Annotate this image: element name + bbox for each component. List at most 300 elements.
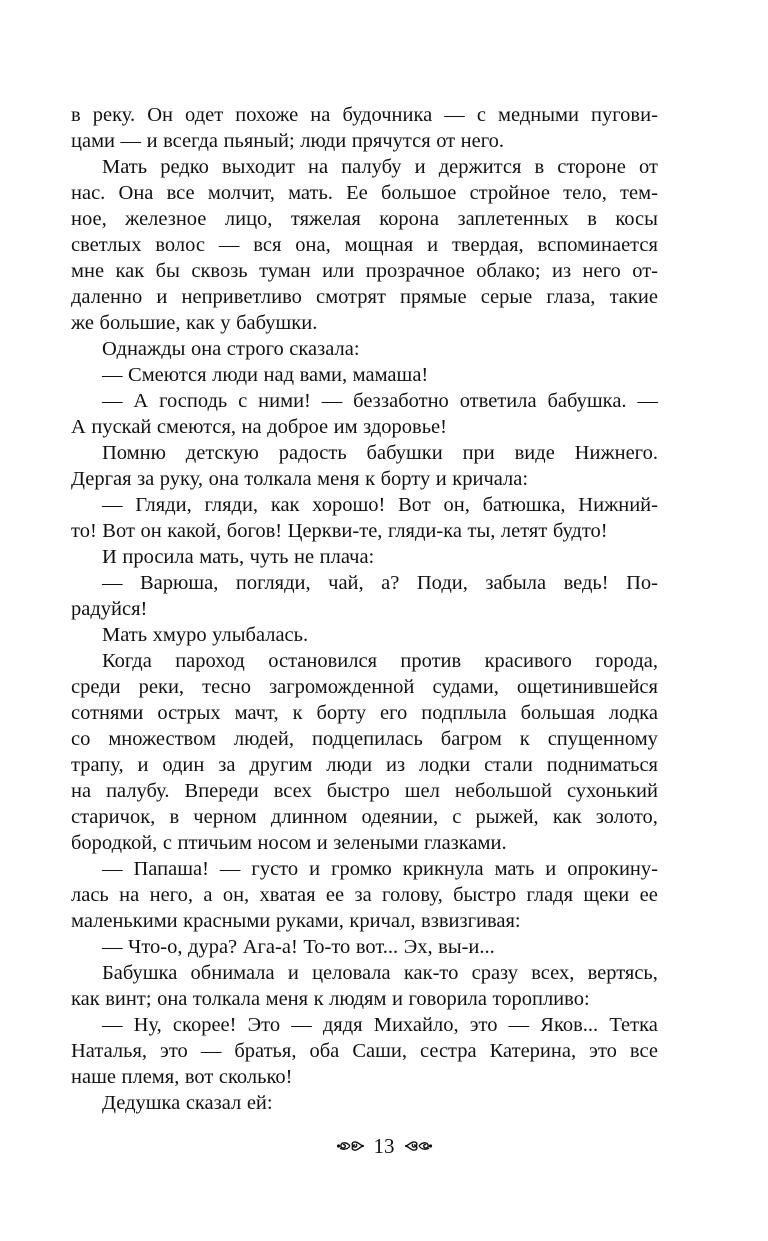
word: пугови-: [591, 104, 658, 126]
word: в: [71, 104, 81, 126]
word: густо: [251, 858, 299, 880]
word: бабушки: [366, 442, 443, 464]
text-line: [71, 232, 658, 258]
word: мне: [71, 260, 105, 282]
word: тесно: [202, 676, 252, 698]
text-line: [71, 154, 658, 180]
word: племя,: [121, 1066, 180, 1088]
text-line: [71, 752, 658, 778]
page-folio: [0, 1133, 768, 1159]
text-line: [71, 622, 658, 648]
word: со: [71, 728, 91, 750]
word: сухонький: [566, 780, 658, 802]
text-line: [71, 1090, 658, 1116]
word: богов!: [226, 520, 283, 542]
word: за: [354, 884, 372, 906]
word: А: [133, 390, 149, 412]
word: вот: [184, 1066, 214, 1088]
word: Впереди: [184, 780, 259, 802]
word: палубу.: [106, 780, 170, 802]
word: ты,: [467, 520, 496, 542]
text-line: [71, 596, 658, 622]
word: винт;: [105, 988, 152, 1010]
word: Он: [147, 104, 173, 126]
word: ее: [639, 884, 658, 906]
word: Мать: [102, 156, 148, 178]
word: кричал,: [349, 910, 416, 932]
word: подниматься: [546, 754, 658, 776]
word: дура?: [188, 936, 238, 958]
word: руку,: [159, 468, 204, 490]
word: Дергая: [71, 468, 132, 490]
word: зелеными: [333, 832, 419, 854]
word: мощная: [344, 234, 414, 256]
word: забыла: [485, 572, 547, 594]
word: летят: [500, 520, 548, 542]
text-line: [71, 362, 658, 388]
word: прячутся: [351, 130, 431, 152]
word: Мать: [102, 624, 148, 646]
word: облако;: [476, 260, 541, 282]
word: доброе: [267, 416, 329, 438]
word: трапу,: [71, 754, 124, 776]
word: —: [102, 572, 123, 594]
word: крикнула: [402, 858, 484, 880]
word: с: [476, 104, 486, 126]
word: маленькими: [71, 910, 178, 932]
word: тяжелая: [290, 208, 361, 230]
word: это: [160, 1040, 188, 1062]
word: мачт,: [234, 702, 279, 724]
word: смотрят: [316, 286, 386, 308]
word: Тетка: [609, 1014, 658, 1036]
word: Наталья,: [71, 1040, 147, 1062]
text-line: [71, 570, 658, 596]
word: Катерина,: [489, 1040, 577, 1062]
word: —: [102, 494, 123, 516]
word: —: [102, 1014, 123, 1036]
word: острых: [157, 702, 221, 724]
word: Нижний-: [578, 494, 658, 516]
word: Саши,: [352, 1040, 407, 1062]
word: мать,: [199, 546, 245, 568]
body-text: [71, 102, 658, 1116]
word: руками,: [275, 910, 344, 932]
word: По-: [626, 572, 658, 594]
word: судами,: [432, 676, 499, 698]
word: глаза,: [546, 286, 596, 308]
word: как: [115, 260, 145, 282]
word: всегда: [163, 130, 219, 152]
word: сразу: [471, 962, 518, 984]
word: из: [385, 754, 406, 776]
word: ответила: [459, 390, 537, 412]
word: старичок,: [71, 806, 156, 828]
text-line: [71, 180, 658, 206]
word: детскую: [185, 442, 259, 464]
word: толкала: [244, 468, 312, 490]
word: волос: [155, 234, 205, 256]
text-line: [71, 336, 658, 362]
word: строго: [226, 338, 284, 360]
word: тем-: [620, 182, 658, 204]
word: железное: [125, 208, 207, 230]
word: загроможденной: [269, 676, 415, 698]
word: хватая: [259, 884, 316, 906]
word: —: [508, 1014, 530, 1036]
word: глазками.: [423, 832, 507, 854]
word: она,: [295, 234, 331, 256]
word: ей:: [246, 1092, 273, 1114]
word: хмуро: [152, 624, 207, 646]
word: пускай: [91, 416, 152, 438]
word: —: [637, 390, 658, 412]
word: как-то: [403, 962, 459, 984]
word: среди: [71, 676, 121, 698]
word: виде: [514, 442, 555, 464]
word: нас.: [71, 182, 106, 204]
word: вспоминается: [537, 234, 658, 256]
word: на: [119, 884, 140, 906]
word: люди: [300, 130, 347, 152]
word: большая: [520, 702, 595, 724]
text-line: [71, 1064, 658, 1090]
word: светлых: [71, 234, 142, 256]
word: все: [629, 1040, 658, 1062]
text-line: [71, 128, 658, 154]
word: какой,: [167, 520, 222, 542]
word: щеки: [583, 884, 630, 906]
word: остановился: [268, 650, 377, 672]
word: к: [292, 702, 303, 724]
word: вся: [253, 234, 282, 256]
word: рыжей,: [475, 806, 539, 828]
word: к: [313, 988, 324, 1010]
word: туман: [259, 260, 311, 282]
word: косы: [615, 208, 658, 230]
text-line: [71, 830, 658, 856]
text-line: [71, 414, 658, 440]
word: говорила: [408, 988, 488, 1010]
word: и: [392, 988, 403, 1010]
word: улыбалась.: [212, 624, 309, 646]
word: большие,: [99, 312, 181, 334]
word: его: [380, 702, 408, 724]
word: красными: [183, 910, 271, 932]
word: будто!: [552, 520, 608, 542]
word: носом: [257, 832, 312, 854]
word: Церкви-те,: [287, 520, 383, 542]
word: —: [102, 390, 123, 412]
word: Однажды: [102, 338, 186, 360]
word: как: [186, 312, 215, 334]
word: подплыла: [421, 702, 507, 724]
word: господь: [159, 390, 228, 412]
text-line: [71, 466, 658, 492]
word: гляди-ка: [387, 520, 462, 542]
word: здоровье!: [363, 416, 447, 438]
word: другим: [249, 754, 313, 776]
word: черном: [193, 806, 257, 828]
word: мать: [494, 858, 535, 880]
word: целовала: [312, 962, 391, 984]
word: Смеются: [128, 364, 207, 386]
word: и: [309, 858, 321, 880]
word: ее: [325, 884, 345, 906]
word: борту: [380, 468, 431, 490]
word: Папаша!: [133, 858, 209, 880]
word: держится: [438, 156, 522, 178]
word: лодки: [418, 754, 471, 776]
word: мамаша!: [352, 364, 429, 386]
text-line: [71, 1012, 658, 1038]
text-line: [71, 310, 658, 336]
word: подцепилась: [311, 728, 423, 750]
word: стороне: [557, 156, 626, 178]
page-number: 13: [373, 1134, 395, 1158]
word: она: [157, 988, 188, 1010]
word: вот...: [355, 936, 399, 958]
word: ведь!: [563, 572, 609, 594]
word: Помню: [102, 442, 166, 464]
word: от: [436, 130, 456, 152]
text-line: [71, 726, 658, 752]
text-line: [71, 518, 658, 544]
word: будочника: [342, 104, 433, 126]
word: Вот: [398, 494, 431, 516]
word: Ага-а!: [242, 936, 298, 958]
word: и: [316, 832, 328, 854]
text-line: [71, 778, 658, 804]
word: оба: [309, 1040, 340, 1062]
word: громко: [331, 858, 392, 880]
text-line: [71, 544, 658, 570]
word: опрокину-: [567, 858, 658, 880]
word: в: [587, 208, 597, 230]
word: не: [294, 546, 315, 568]
word: спущенному: [547, 728, 658, 750]
word: или: [322, 260, 355, 282]
word: радуйся!: [71, 598, 148, 620]
word: мать.: [288, 182, 333, 204]
word: взвизгивая:: [421, 910, 521, 932]
word: лодка: [608, 702, 658, 724]
word: ное,: [71, 208, 107, 230]
word: сколько!: [218, 1066, 293, 1088]
word: на: [71, 780, 92, 802]
word: наше: [71, 1066, 116, 1088]
word: —: [291, 1014, 312, 1036]
word: же: [71, 312, 94, 334]
word: —: [102, 364, 123, 386]
word: он,: [443, 494, 470, 516]
word: торопливо:: [492, 988, 590, 1010]
text-line: [71, 804, 658, 830]
word: корона: [379, 208, 439, 230]
word: длинном: [270, 806, 348, 828]
word: и: [427, 234, 439, 256]
word: людям: [329, 988, 387, 1010]
text-line: [71, 856, 658, 882]
text-line: [71, 102, 658, 128]
word: всех: [273, 780, 312, 802]
word: —: [102, 936, 123, 958]
word: батюшка,: [482, 494, 566, 516]
word: множеством: [108, 728, 216, 750]
word: хорошо!: [312, 494, 386, 516]
word: шел: [404, 780, 440, 802]
word: заплетенных: [457, 208, 569, 230]
word: Эх,: [403, 936, 433, 958]
word: Вот: [102, 520, 135, 542]
word: сестра: [420, 1040, 477, 1062]
word: люди: [326, 754, 373, 776]
word: кричала:: [452, 468, 529, 490]
word: люди: [212, 364, 258, 386]
word: Бабушка: [102, 962, 178, 984]
text-line: [71, 648, 658, 674]
word: над: [263, 364, 295, 386]
word: молчит,: [207, 182, 275, 204]
text-line: [71, 960, 658, 986]
text-line: [71, 206, 658, 232]
text-line: [71, 700, 658, 726]
word: пьяный;: [223, 130, 295, 152]
word: ощетинившейся: [516, 676, 658, 698]
word: при: [462, 442, 495, 464]
word: за: [137, 468, 155, 490]
word: небольшой: [454, 780, 552, 802]
word: из: [552, 260, 572, 282]
word: и: [545, 858, 557, 880]
word: гляди,: [204, 494, 259, 516]
word: похоже: [235, 104, 299, 126]
word: это: [469, 1014, 498, 1036]
word: медными: [498, 104, 579, 126]
word: на: [310, 104, 331, 126]
word: Яков...: [540, 1014, 599, 1036]
word: к: [519, 728, 530, 750]
word: он,: [222, 884, 250, 906]
word: и: [137, 754, 149, 776]
word: реку.: [92, 104, 136, 126]
word: лицо,: [224, 208, 273, 230]
word: реки,: [138, 676, 185, 698]
word: она: [208, 468, 239, 490]
word: радость: [278, 442, 347, 464]
word: у: [220, 312, 231, 334]
flourish-left-icon: [336, 1137, 366, 1155]
word: цами: [71, 130, 116, 152]
text-line: [71, 1038, 658, 1064]
word: голову,: [382, 884, 443, 906]
word: птичьим: [177, 832, 252, 854]
word: —: [218, 234, 240, 256]
word: бы: [155, 260, 180, 282]
word: от-: [632, 260, 658, 282]
word: бабушка.: [547, 390, 627, 412]
word: как: [552, 806, 582, 828]
word: Нижнего.: [574, 442, 658, 464]
word: то!: [71, 520, 97, 542]
word: —: [200, 1040, 222, 1062]
word: —: [219, 858, 241, 880]
text-line: [71, 908, 658, 934]
word: неприветливо: [181, 286, 302, 308]
word: на: [241, 416, 262, 438]
word: Она: [118, 182, 154, 204]
word: скорее!: [172, 1014, 237, 1036]
word: тело,: [563, 182, 607, 204]
word: даленно: [71, 286, 143, 308]
word: —: [321, 390, 343, 412]
word: меня: [317, 468, 360, 490]
word: все: [166, 182, 195, 204]
word: как: [71, 988, 100, 1010]
word: им: [333, 416, 358, 438]
word: То-то: [303, 936, 351, 958]
text-line: [71, 674, 658, 700]
word: с: [162, 832, 172, 854]
word: бабушки.: [236, 312, 318, 334]
word: вами,: [299, 364, 348, 386]
word: редко: [160, 156, 209, 178]
word: Гляди,: [135, 494, 192, 516]
word: сотнями: [71, 702, 144, 724]
word: и: [156, 286, 168, 308]
word: Это: [247, 1014, 281, 1036]
word: всех,: [531, 962, 575, 984]
word: просила: [122, 546, 194, 568]
word: и: [287, 962, 299, 984]
word: чай,: [328, 572, 364, 594]
word: стали: [484, 754, 533, 776]
word: Варюша,: [140, 572, 219, 594]
word: него: [582, 260, 621, 282]
word: красивого: [484, 650, 572, 672]
word: с: [452, 806, 462, 828]
word: прозрачное: [365, 260, 465, 282]
word: погляди,: [235, 572, 311, 594]
word: и: [414, 156, 426, 178]
word: это: [589, 1040, 617, 1062]
word: быстро: [326, 780, 390, 802]
word: толкала: [192, 988, 261, 1010]
word: Что-о,: [128, 936, 183, 958]
word: как: [270, 494, 300, 516]
text-line: [71, 440, 658, 466]
word: беззаботно: [353, 390, 449, 412]
word: за: [218, 754, 236, 776]
word: золото,: [595, 806, 658, 828]
word: одеянии,: [361, 806, 439, 828]
flourish-right-icon: [403, 1137, 433, 1155]
word: а: [203, 884, 213, 906]
word: него,: [149, 884, 193, 906]
word: гладя: [526, 884, 574, 906]
word: с: [238, 390, 248, 412]
word: багром: [440, 728, 502, 750]
word: в: [534, 156, 545, 178]
word: от: [638, 156, 658, 178]
text-line: [71, 492, 658, 518]
word: лась: [71, 884, 109, 906]
word: людей,: [233, 728, 295, 750]
word: твердая,: [451, 234, 524, 256]
word: против: [400, 650, 462, 672]
word: один: [162, 754, 205, 776]
word: на: [308, 156, 329, 178]
